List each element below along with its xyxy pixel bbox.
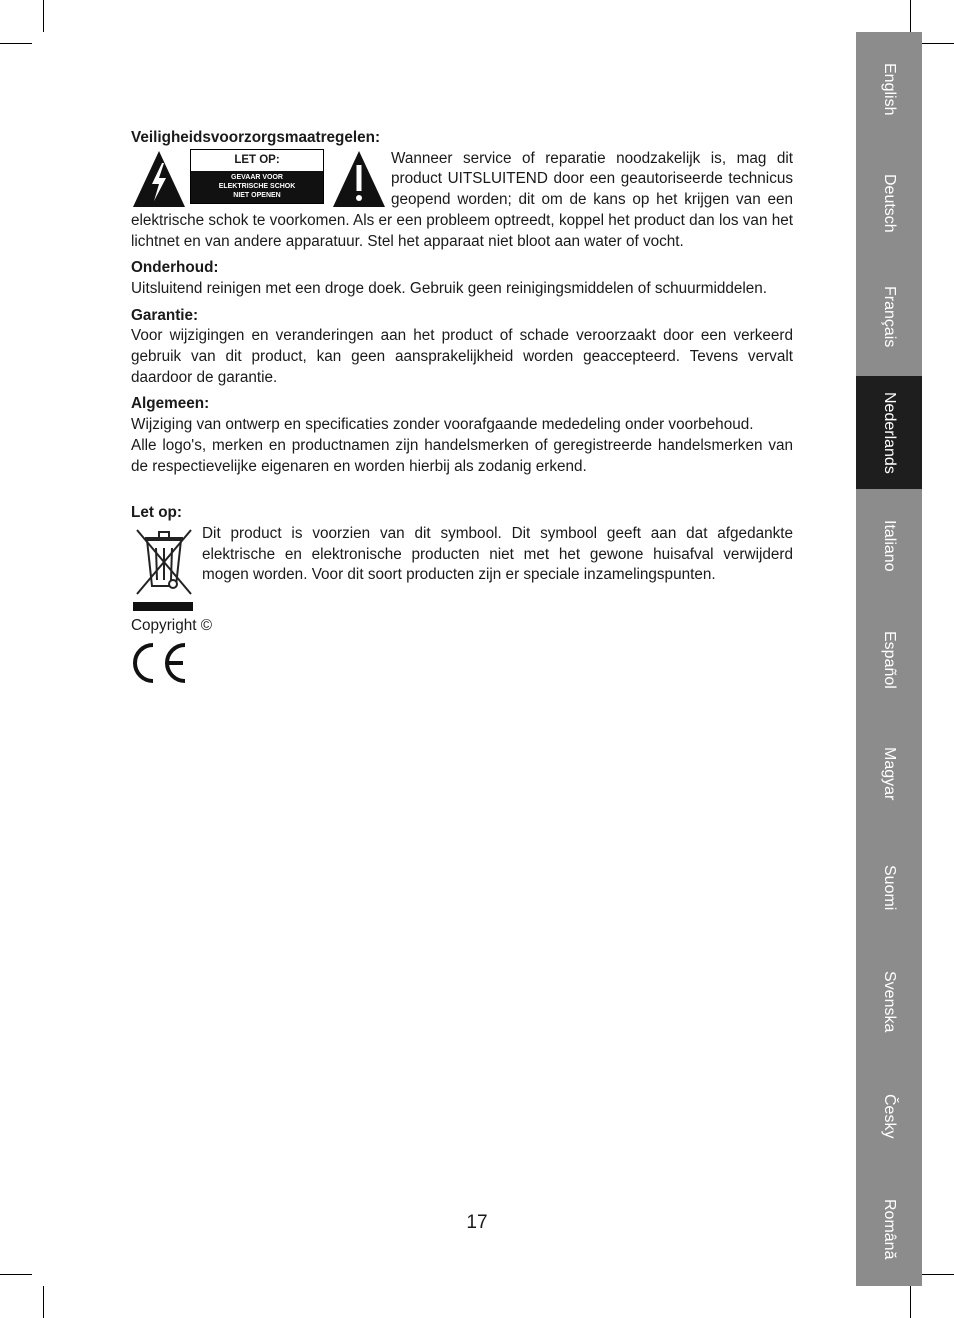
tab-label: Deutsch xyxy=(881,173,898,233)
tab-italiano[interactable] xyxy=(856,489,922,603)
tab-label: English xyxy=(881,62,898,116)
notice-heading: Let op: xyxy=(131,504,182,522)
tab-nederlands[interactable] xyxy=(856,376,922,489)
crop-mark xyxy=(910,1286,911,1318)
tab-suomi[interactable] xyxy=(856,831,922,945)
warning-label-line: GEVAAR VOOR xyxy=(231,173,283,181)
notice-text: Dit product is voorzien van dit symbool. Dit symbool geeft aan dat afgedankte elektrische en elektronische producten niet met het gewone huisafval verwijderd mogen worden. Voor dit soort producten zijn er speciale inzamelingspunten. xyxy=(202,524,793,584)
tab-label: Français xyxy=(881,286,898,348)
tab-label: Español xyxy=(881,631,898,689)
page-number: 17 xyxy=(466,1212,488,1233)
warranty-text: Voor wijzigingen en veranderingen aan het product of schade veroorzaakt door een verkeerd gebruik van dit product, kan geen aansprakelijkheid worden geaccepteerd. Tevens vervalt daardoor de garantie. xyxy=(131,327,793,386)
crop-mark xyxy=(43,1286,44,1318)
general-section xyxy=(131,394,793,477)
crop-mark xyxy=(0,43,32,44)
tab-label: Română xyxy=(881,1199,898,1260)
crop-mark xyxy=(922,43,954,44)
page-content xyxy=(131,128,793,685)
language-tabs xyxy=(856,32,922,1286)
warning-label-subtext xyxy=(191,171,323,203)
tab-deutsch[interactable] xyxy=(856,146,922,260)
tab-espanol[interactable] xyxy=(856,603,922,717)
tab-label: Česky xyxy=(881,1093,898,1139)
safety-warning-label xyxy=(131,149,387,211)
warning-label-box xyxy=(190,149,324,204)
maintenance-section xyxy=(131,258,793,299)
safety-heading: Veiligheidsvoorzorgsmaatregelen: xyxy=(131,129,381,146)
weee-section xyxy=(131,503,793,614)
warning-label-line: ELEKTRISCHE SCHOK xyxy=(218,182,296,190)
tab-label: Svenska xyxy=(881,971,898,1033)
warning-label-title: LET OP: xyxy=(234,153,280,166)
tab-label: Magyar xyxy=(881,747,898,801)
tab-label: Nederlands xyxy=(881,391,898,474)
tab-francais[interactable] xyxy=(856,260,922,374)
tab-cesky[interactable] xyxy=(856,1059,922,1173)
copyright-text: Copyright © xyxy=(131,616,212,634)
safety-section xyxy=(131,128,793,252)
tab-svenska[interactable] xyxy=(856,945,922,1059)
crop-mark xyxy=(0,1274,32,1275)
warning-label-line: NIET OPENEN xyxy=(233,191,281,199)
exclamation-warning-icon xyxy=(331,149,387,211)
warranty-heading: Garantie: xyxy=(131,306,199,324)
warranty-section xyxy=(131,306,793,389)
general-text: Wijziging van ontwerp en specificaties zonder voorafgaande mededeling onder voorbehoud. xyxy=(131,416,754,434)
crossed-bin-icon xyxy=(131,524,197,614)
crop-mark xyxy=(43,0,44,32)
safety-text: Wanneer service of reparatie noodzakelijk is, mag dit product UITSLUITEND door een geautoriseerde technicus geopend worden; dit om de kans op het krijgen van een elektrische schok te voorkomen. Als er een probleem optreedt, koppel het product dan los van het lichtnet en van andere apparatuur. Stel het apparaat niet bloot aan water of vocht. xyxy=(131,149,793,250)
lightning-warning-icon xyxy=(131,149,187,211)
maintenance-text: Uitsluitend reinigen met een droge doek. Gebruik geen reinigingsmiddelen of schuurmiddelen. xyxy=(131,279,768,297)
tab-label: Italiano xyxy=(881,520,898,572)
tab-magyar[interactable] xyxy=(856,717,922,831)
general-heading: Algemeen: xyxy=(131,395,210,413)
tab-english[interactable] xyxy=(856,32,922,146)
general-trademarks-text: Alle logo's, merken en productnamen zijn handelsmerken of geregistreerde handelsmerken van de respectievelijke eigenaren en worden hierbij als zodanig erkend. xyxy=(131,436,793,475)
maintenance-heading: Onderhoud: xyxy=(131,259,219,277)
crop-mark xyxy=(910,0,911,32)
crop-mark xyxy=(922,1274,954,1275)
tab-label: Suomi xyxy=(881,865,898,911)
ce-mark-icon xyxy=(131,641,189,685)
